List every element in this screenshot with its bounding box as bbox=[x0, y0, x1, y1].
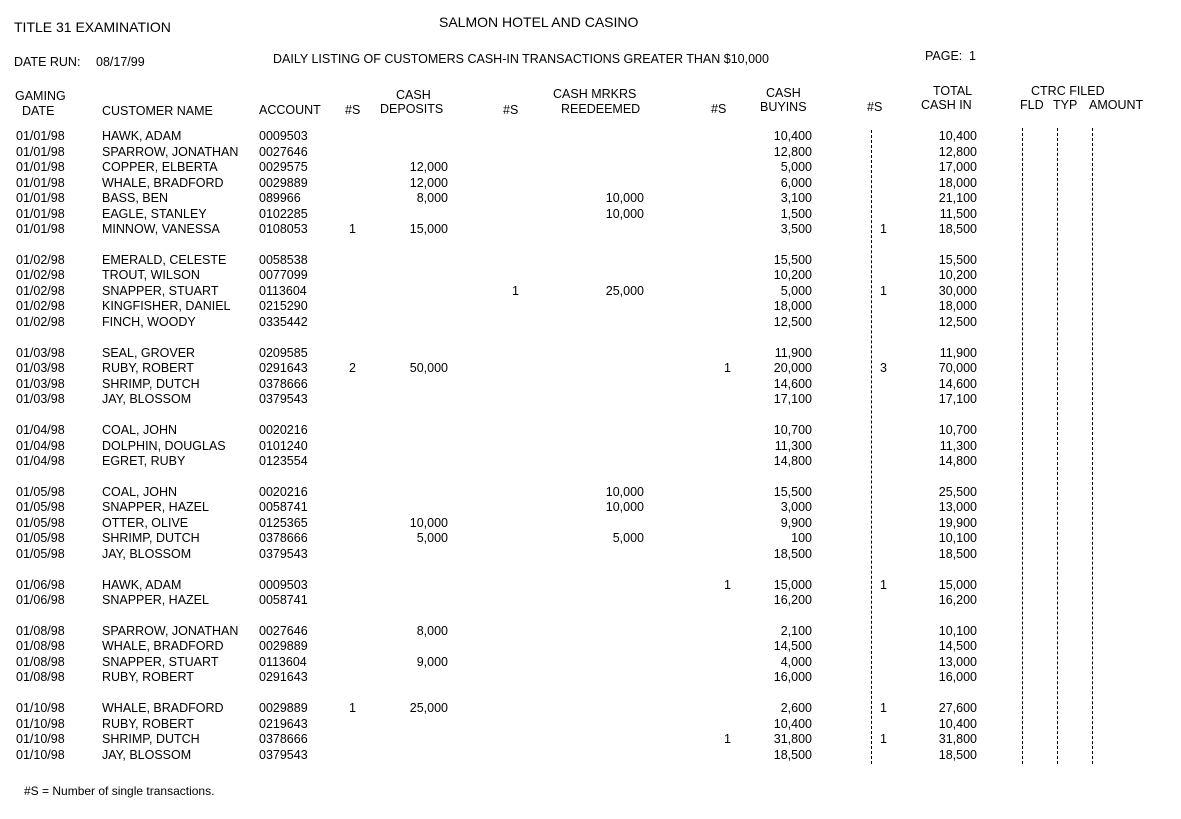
gaming-date: 01/02/98 bbox=[16, 268, 65, 282]
deposit-count: 1 bbox=[349, 701, 356, 715]
total-cash-in: 12,500 bbox=[938, 315, 977, 329]
total-count: 1 bbox=[880, 701, 887, 715]
customer-name: KINGFISHER, DANIEL bbox=[102, 299, 231, 313]
date-run-label: DATE RUN: bbox=[14, 55, 81, 69]
customer-name: RUBY, ROBERT bbox=[102, 361, 194, 375]
cash-buyins: 16,200 bbox=[773, 593, 812, 607]
cash-buyins: 18,000 bbox=[773, 299, 812, 313]
cash-buyins: 14,600 bbox=[773, 377, 812, 391]
gaming-date: 01/08/98 bbox=[16, 639, 65, 653]
gaming-date: 01/10/98 bbox=[16, 748, 65, 762]
account: 0291643 bbox=[259, 361, 308, 375]
account: 0058741 bbox=[259, 500, 308, 514]
table-row bbox=[0, 578, 1181, 593]
customer-name: DOLPHIN, DOUGLAS bbox=[102, 439, 226, 453]
cash-buyins: 3,100 bbox=[780, 191, 812, 205]
cash-buyins: 15,500 bbox=[773, 485, 812, 499]
account: 0102285 bbox=[259, 207, 308, 221]
casino-name: SALMON HOTEL AND CASINO bbox=[439, 14, 639, 30]
table-row bbox=[0, 299, 1181, 314]
table-row bbox=[0, 392, 1181, 407]
table-row bbox=[0, 160, 1181, 175]
gaming-date: 01/01/98 bbox=[16, 129, 65, 143]
account: 0009503 bbox=[259, 578, 308, 592]
customer-name: SNAPPER, HAZEL bbox=[102, 593, 209, 607]
cash-buyins: 31,800 bbox=[773, 732, 812, 746]
account: 0029889 bbox=[259, 639, 308, 653]
table-row bbox=[0, 129, 1181, 144]
account: 0125365 bbox=[259, 516, 308, 530]
total-cash-in: 13,000 bbox=[938, 655, 977, 669]
table-row bbox=[0, 516, 1181, 531]
table-row bbox=[0, 253, 1181, 268]
header-cash-buyins-1: CASH bbox=[766, 86, 801, 100]
account: 0113604 bbox=[259, 284, 307, 298]
customer-name: JAY, BLOSSOM bbox=[102, 748, 192, 762]
gaming-date: 01/08/98 bbox=[16, 670, 65, 684]
customer-name: HAWK, ADAM bbox=[102, 578, 182, 592]
table-row bbox=[0, 423, 1181, 438]
table-row bbox=[0, 439, 1181, 454]
table-row bbox=[0, 454, 1181, 469]
customer-name: FINCH, WOODY bbox=[102, 315, 196, 329]
total-cash-in: 15,500 bbox=[938, 253, 977, 267]
account: 0058538 bbox=[259, 253, 308, 267]
buyin-count: 1 bbox=[724, 361, 731, 375]
table-row bbox=[0, 547, 1181, 562]
table-row bbox=[0, 639, 1181, 654]
cash-deposits: 50,000 bbox=[409, 361, 448, 375]
cash-deposits: 10,000 bbox=[409, 516, 448, 530]
gaming-date: 01/01/98 bbox=[16, 191, 65, 205]
customer-name: RUBY, ROBERT bbox=[102, 670, 194, 684]
cash-buyins: 10,400 bbox=[773, 717, 812, 731]
table-row bbox=[0, 748, 1181, 763]
table-row bbox=[0, 593, 1181, 608]
gaming-date: 01/02/98 bbox=[16, 299, 65, 313]
table-row bbox=[0, 176, 1181, 191]
cash-buyins: 100 bbox=[791, 531, 812, 545]
total-cash-in: 10,700 bbox=[938, 423, 977, 437]
cash-buyins: 11,300 bbox=[774, 439, 812, 453]
account: 089966 bbox=[259, 191, 301, 205]
table-row bbox=[0, 361, 1181, 376]
header-cash: CASH bbox=[396, 88, 431, 102]
table-row bbox=[0, 315, 1181, 330]
gaming-date: 01/08/98 bbox=[16, 624, 65, 638]
customer-name: HAWK, ADAM bbox=[102, 129, 182, 143]
header-deposits: DEPOSITS bbox=[380, 102, 444, 116]
total-cash-in: 17,000 bbox=[938, 160, 977, 174]
cash-buyins: 14,500 bbox=[773, 639, 812, 653]
customer-name: COAL, JOHN bbox=[102, 423, 178, 437]
customer-name: WHALE, BRADFORD bbox=[102, 639, 224, 653]
account: 0215290 bbox=[259, 299, 308, 313]
report-subtitle: DAILY LISTING OF CUSTOMERS CASH-IN TRANSACTIONS GREATER THAN $10,000 bbox=[273, 52, 769, 66]
account: 0058741 bbox=[259, 593, 308, 607]
customer-name: EMERALD, CELESTE bbox=[102, 253, 227, 267]
cash-deposits: 15,000 bbox=[409, 222, 448, 236]
cash-buyins: 2,100 bbox=[780, 624, 812, 638]
header-ctrc-fld: FLD bbox=[1020, 98, 1044, 112]
gaming-date: 01/03/98 bbox=[16, 361, 65, 375]
cash-buyins: 12,500 bbox=[773, 315, 812, 329]
cash-buyins: 6,000 bbox=[780, 176, 812, 190]
cash-buyins: 15,500 bbox=[773, 253, 812, 267]
cash-buyins: 3,500 bbox=[780, 222, 812, 236]
header-ctrc-filed: CTRC FILED bbox=[1031, 84, 1105, 98]
customer-name: JAY, BLOSSOM bbox=[102, 392, 192, 406]
total-cash-in: 14,500 bbox=[938, 639, 977, 653]
cash-deposits: 5,000 bbox=[416, 531, 448, 545]
account: 0335442 bbox=[259, 315, 308, 329]
customer-name: OTTER, OLIVE bbox=[102, 516, 189, 530]
cash-buyins: 2,600 bbox=[780, 701, 812, 715]
account: 0379543 bbox=[259, 392, 308, 406]
table-row bbox=[0, 485, 1181, 500]
gaming-date: 01/02/98 bbox=[16, 253, 65, 267]
deposit-count: 1 bbox=[349, 222, 356, 236]
cash-buyins: 17,100 bbox=[773, 392, 812, 406]
gaming-date: 01/08/98 bbox=[16, 655, 65, 669]
gaming-date: 01/05/98 bbox=[16, 516, 65, 530]
gaming-date: 01/01/98 bbox=[16, 176, 65, 190]
cash-deposits: 25,000 bbox=[409, 701, 448, 715]
header-ctrc-amount: AMOUNT bbox=[1089, 98, 1144, 112]
cash-buyins: 10,700 bbox=[773, 423, 812, 437]
customer-name: SHRIMP, DUTCH bbox=[102, 377, 200, 391]
table-row bbox=[0, 717, 1181, 732]
header-customer-name: CUSTOMER NAME bbox=[102, 104, 213, 118]
gaming-date: 01/10/98 bbox=[16, 701, 65, 715]
table-row bbox=[0, 500, 1181, 515]
total-cash-in: 18,000 bbox=[938, 176, 977, 190]
cash-buyins: 10,200 bbox=[773, 268, 812, 282]
gaming-date: 01/03/98 bbox=[16, 392, 65, 406]
cash-buyins: 10,400 bbox=[773, 129, 812, 143]
total-cash-in: 16,200 bbox=[938, 593, 977, 607]
customer-name: JAY, BLOSSOM bbox=[102, 547, 192, 561]
table-row bbox=[0, 222, 1181, 237]
customer-name: RUBY, ROBERT bbox=[102, 717, 194, 731]
header-cash-mrkrs: CASH MRKRS bbox=[553, 87, 637, 101]
total-cash-in: 14,600 bbox=[938, 377, 977, 391]
total-cash-in: 27,600 bbox=[938, 701, 977, 715]
account: 0101240 bbox=[259, 439, 308, 453]
table-row bbox=[0, 732, 1181, 747]
account: 0020216 bbox=[259, 423, 308, 437]
customer-name: WHALE, BRADFORD bbox=[102, 176, 224, 190]
header-cash-in: CASH IN bbox=[921, 98, 972, 112]
account: 0029575 bbox=[259, 160, 308, 174]
table-row bbox=[0, 624, 1181, 639]
account: 0027646 bbox=[259, 624, 308, 638]
total-cash-in: 10,400 bbox=[938, 129, 977, 143]
customer-name: SEAL, GROVER bbox=[102, 346, 196, 360]
account: 0027646 bbox=[259, 145, 308, 159]
account: 0219643 bbox=[259, 717, 308, 731]
total-cash-in: 11,300 bbox=[939, 439, 977, 453]
account: 0378666 bbox=[259, 531, 308, 545]
account: 0209585 bbox=[259, 346, 308, 360]
total-cash-in: 18,500 bbox=[938, 222, 977, 236]
total-cash-in: 25,500 bbox=[938, 485, 977, 499]
footnote: #S = Number of single transactions. bbox=[24, 784, 215, 798]
total-cash-in: 18,500 bbox=[938, 547, 977, 561]
table-row bbox=[0, 207, 1181, 222]
gaming-date: 01/05/98 bbox=[16, 500, 65, 514]
total-count: 1 bbox=[880, 284, 887, 298]
total-cash-in: 12,800 bbox=[938, 145, 977, 159]
gaming-date: 01/03/98 bbox=[16, 377, 65, 391]
total-count: 3 bbox=[880, 361, 887, 375]
table-row bbox=[0, 268, 1181, 283]
header-date: DATE bbox=[22, 104, 55, 118]
buyin-count: 1 bbox=[724, 732, 731, 746]
account: 0123554 bbox=[259, 454, 308, 468]
table-row bbox=[0, 191, 1181, 206]
gaming-date: 01/05/98 bbox=[16, 547, 65, 561]
markers-redeemed: 25,000 bbox=[605, 284, 644, 298]
header-reedeemed: REEDEEMED bbox=[561, 102, 641, 116]
customer-name: SPARROW, JONATHAN bbox=[102, 624, 239, 638]
table-row bbox=[0, 145, 1181, 160]
gaming-date: 01/06/98 bbox=[16, 578, 65, 592]
cash-buyins: 15,000 bbox=[773, 578, 812, 592]
cash-buyins: 18,500 bbox=[773, 748, 812, 762]
gaming-date: 01/06/98 bbox=[16, 593, 65, 607]
total-cash-in: 19,900 bbox=[938, 516, 977, 530]
total-cash-in: 18,000 bbox=[938, 299, 977, 313]
customer-name: COPPER, ELBERTA bbox=[102, 160, 218, 174]
customer-name: SHRIMP, DUTCH bbox=[102, 732, 200, 746]
customer-name: COAL, JOHN bbox=[102, 485, 178, 499]
total-count: 1 bbox=[880, 732, 887, 746]
cash-buyins: 11,900 bbox=[774, 346, 812, 360]
customer-name: SNAPPER, HAZEL bbox=[102, 500, 209, 514]
total-count: 1 bbox=[880, 578, 887, 592]
account: 0291643 bbox=[259, 670, 308, 684]
customer-name: MINNOW, VANESSA bbox=[102, 222, 220, 236]
cash-buyins: 14,800 bbox=[773, 454, 812, 468]
total-cash-in: 30,000 bbox=[938, 284, 977, 298]
total-cash-in: 15,000 bbox=[938, 578, 977, 592]
customer-name: WHALE, BRADFORD bbox=[102, 701, 224, 715]
header-s4: #S bbox=[867, 100, 883, 114]
cash-buyins: 9,900 bbox=[780, 516, 812, 530]
total-cash-in: 31,800 bbox=[938, 732, 977, 746]
table-row bbox=[0, 346, 1181, 361]
header-s3: #S bbox=[711, 102, 727, 116]
customer-name: SHRIMP, DUTCH bbox=[102, 531, 200, 545]
total-cash-in: 13,000 bbox=[938, 500, 977, 514]
total-cash-in: 14,800 bbox=[938, 454, 977, 468]
customer-name: TROUT, WILSON bbox=[102, 268, 200, 282]
total-cash-in: 10,200 bbox=[938, 268, 977, 282]
header-s1: #S bbox=[345, 103, 361, 117]
cash-deposits: 12,000 bbox=[409, 160, 448, 174]
customer-name: BASS, BEN bbox=[102, 191, 168, 205]
table-row bbox=[0, 655, 1181, 670]
total-cash-in: 10,400 bbox=[938, 717, 977, 731]
gaming-date: 01/05/98 bbox=[16, 485, 65, 499]
account: 0108053 bbox=[259, 222, 308, 236]
total-cash-in: 11,900 bbox=[939, 346, 977, 360]
total-cash-in: 16,000 bbox=[938, 670, 977, 684]
header-gaming: GAMING bbox=[15, 89, 66, 103]
total-cash-in: 21,100 bbox=[938, 191, 977, 205]
deposit-count: 2 bbox=[349, 361, 356, 375]
account: 0009503 bbox=[259, 129, 308, 143]
customer-name: SPARROW, JONATHAN bbox=[102, 145, 239, 159]
header-account: ACCOUNT bbox=[259, 103, 321, 117]
markers-redeemed: 10,000 bbox=[605, 485, 644, 499]
account: 0379543 bbox=[259, 547, 308, 561]
cash-buyins: 1,500 bbox=[780, 207, 812, 221]
page-label: PAGE: bbox=[925, 49, 963, 63]
gaming-date: 01/04/98 bbox=[16, 454, 65, 468]
markers-redeemed: 10,000 bbox=[605, 191, 644, 205]
account: 0113604 bbox=[259, 655, 307, 669]
cash-deposits: 9,000 bbox=[416, 655, 448, 669]
total-cash-in: 18,500 bbox=[938, 748, 977, 762]
total-cash-in: 10,100 bbox=[938, 531, 977, 545]
account: 0020216 bbox=[259, 485, 308, 499]
table-row bbox=[0, 377, 1181, 392]
account: 0379543 bbox=[259, 748, 308, 762]
markers-redeemed: 5,000 bbox=[612, 531, 644, 545]
markers-redeemed: 10,000 bbox=[605, 500, 644, 514]
table-row bbox=[0, 670, 1181, 685]
gaming-date: 01/02/98 bbox=[16, 315, 65, 329]
customer-name: SNAPPER, STUART bbox=[102, 655, 219, 669]
gaming-date: 01/01/98 bbox=[16, 222, 65, 236]
gaming-date: 01/02/98 bbox=[16, 284, 65, 298]
total-cash-in: 70,000 bbox=[938, 361, 977, 375]
table-row bbox=[0, 531, 1181, 546]
cash-buyins: 16,000 bbox=[773, 670, 812, 684]
gaming-date: 01/03/98 bbox=[16, 346, 65, 360]
gaming-date: 01/01/98 bbox=[16, 160, 65, 174]
cash-buyins: 12,800 bbox=[773, 145, 812, 159]
gaming-date: 01/04/98 bbox=[16, 423, 65, 437]
gaming-date: 01/10/98 bbox=[16, 717, 65, 731]
table-row bbox=[0, 701, 1181, 716]
gaming-date: 01/10/98 bbox=[16, 732, 65, 746]
header-ctrc-typ: TYP bbox=[1053, 98, 1078, 112]
header-buyins: BUYINS bbox=[760, 100, 807, 114]
cash-buyins: 5,000 bbox=[780, 160, 812, 174]
cash-deposits: 8,000 bbox=[416, 191, 448, 205]
page-number: 1 bbox=[969, 49, 976, 63]
header-s2: #S bbox=[503, 103, 519, 117]
total-cash-in: 17,100 bbox=[938, 392, 977, 406]
account: 0077099 bbox=[259, 268, 308, 282]
date-run-value: 08/17/99 bbox=[96, 55, 145, 69]
marker-count: 1 bbox=[512, 284, 519, 298]
gaming-date: 01/01/98 bbox=[16, 207, 65, 221]
cash-buyins: 18,500 bbox=[773, 547, 812, 561]
cash-buyins: 20,000 bbox=[773, 361, 812, 375]
total-cash-in: 11,500 bbox=[939, 207, 977, 221]
table-row bbox=[0, 284, 1181, 299]
cash-buyins: 4,000 bbox=[780, 655, 812, 669]
cash-buyins: 3,000 bbox=[780, 500, 812, 514]
customer-name: SNAPPER, STUART bbox=[102, 284, 219, 298]
buyin-count: 1 bbox=[724, 578, 731, 592]
total-count: 1 bbox=[880, 222, 887, 236]
account: 0029889 bbox=[259, 701, 308, 715]
gaming-date: 01/05/98 bbox=[16, 531, 65, 545]
cash-deposits: 12,000 bbox=[409, 176, 448, 190]
markers-redeemed: 10,000 bbox=[605, 207, 644, 221]
customer-name: EGRET, RUBY bbox=[102, 454, 186, 468]
gaming-date: 01/01/98 bbox=[16, 145, 65, 159]
account: 0029889 bbox=[259, 176, 308, 190]
report-title: TITLE 31 EXAMINATION bbox=[14, 19, 171, 35]
cash-buyins: 5,000 bbox=[780, 284, 812, 298]
header-total: TOTAL bbox=[933, 84, 973, 98]
customer-name: EAGLE, STANLEY bbox=[102, 207, 207, 221]
account: 0378666 bbox=[259, 377, 308, 391]
cash-deposits: 8,000 bbox=[416, 624, 448, 638]
account: 0378666 bbox=[259, 732, 308, 746]
gaming-date: 01/04/98 bbox=[16, 439, 65, 453]
total-cash-in: 10,100 bbox=[938, 624, 977, 638]
